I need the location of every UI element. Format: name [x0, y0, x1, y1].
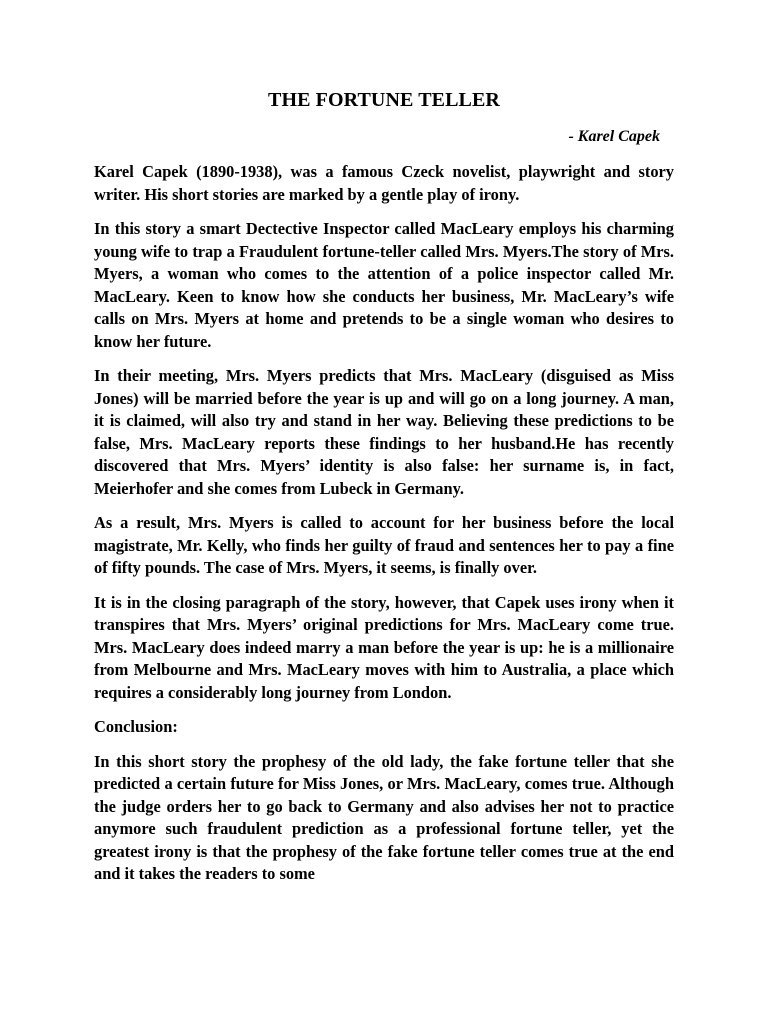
conclusion-paragraph: In this short story the prophesy of the old lady, the fake fortune teller that she predicted a certain future for Miss Jones, or Mrs. MacLeary, comes true. Although the judge orders her to go back to Germany and also advises her not to practice anymore such fraudulent prediction as a professional fortune teller, yet the greatest irony is that the prophesy of the fake fortune teller comes true at the end and it takes the readers to some: [94, 751, 674, 883]
document-body: [94, 161, 674, 898]
paragraph-irony: It is in the closing paragraph of the story, however, that Capek uses irony when it transpires that Mrs. Myers’ original predictions for Mrs. MacLeary come true. Mrs. MacLeary does indeed marry a man before the year is up: he is a millionaire from Melbourne and Mrs. MacLeary moves with him to Australia, a place which requires a considerably long journey from London.: [94, 592, 674, 702]
paragraph-story-setup: In this story a smart Dectective Inspector called MacLeary employs his charming young wife to trap a Fraudulent fortune-teller called Mrs. Myers.The story of Mrs. Myers, a woman who comes to the attention of a police inspector called Mr. MacLeary. Keen to know how she conducts her business, Mr. MacLeary’s wife calls on Mrs. Myers at home and pretends to be a single woman who desires to know her future.: [94, 219, 674, 351]
author-byline: - Karel Capek: [568, 128, 660, 145]
conclusion-heading: Conclusion:: [94, 717, 178, 736]
paragraph-author-intro: Karel Capek (1890-1938), was a famous Czeck novelist, playwright and story writer. His short stories are marked by a gentle play of irony.: [94, 162, 674, 204]
document-title: THE FORTUNE TELLER: [268, 89, 500, 111]
paragraph-trial: As a result, Mrs. Myers is called to account for her business before the local magistrate, Mr. Kelly, who finds her guilty of fraud and sentences her to pay a fine of fifty pounds. The case of Mrs. Myers, it seems, is finally over.: [94, 513, 674, 577]
paragraph-meeting: In their meeting, Mrs. Myers predicts that Mrs. MacLeary (disguised as Miss Jones) will be married before the year is up and will go on a long journey. A man, it is claimed, will also try and stand in her way. Believing these predictions to be false, Mrs. MacLeary reports these findings to her husband.He has recently discovered that Mrs. Myers’ identity is also false: her surname is, in fact, Meierhofer and she comes from Lubeck in Germany.: [94, 366, 674, 498]
